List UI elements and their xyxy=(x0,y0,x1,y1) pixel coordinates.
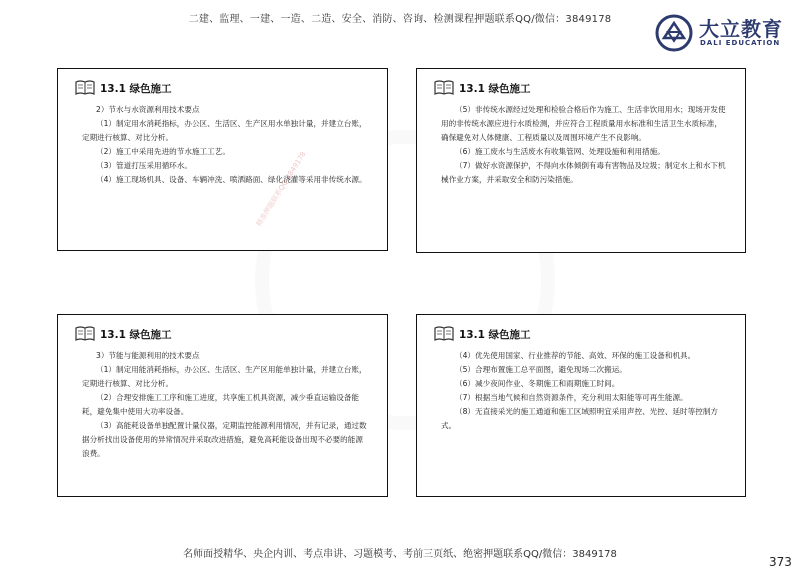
slide-line: （3）高能耗设备单独配置计量仪器，定期监控能源利用情况，并有记录，通过数据分析找出设备使用的异常情况并采取改进措施，避免高耗能设备出现不必要的能源浪费。 xyxy=(82,421,367,458)
watermark-text: 精准押题联系QQ 3849178 xyxy=(254,150,308,228)
slide-energy-saving-2 xyxy=(416,314,746,497)
slide-line: （1）制定用水消耗指标，办公区、生活区、生产区用水单独计量，并建立台账，定期进行核算、对比分析。 xyxy=(82,119,367,142)
slide-water-saving-1 xyxy=(57,68,388,251)
slide-body xyxy=(82,103,369,187)
book-icon xyxy=(433,325,455,343)
footer-services-text: 名师面授精华、央企内训、考点串讲、习题模考、考前三页纸、绝密押题联系QQ/微信：3849178 xyxy=(183,549,617,560)
slide-line: （2）合理安排施工工序和施工进度，共享施工机具资源，减少垂直运输设备能耗，避免集中使用大功率设备。 xyxy=(82,393,360,416)
slide-line: （2）施工中采用先进的节水施工工艺。 xyxy=(96,147,230,156)
slide-line: （3）管道打压采用循环水。 xyxy=(96,161,192,170)
slide-water-saving-2 xyxy=(416,68,746,253)
slide-energy-saving-1 xyxy=(57,314,388,497)
book-icon xyxy=(74,79,96,97)
slide-line: （6）施工废水与生活废水有收集管网、处理设施和利用措施。 xyxy=(455,147,665,156)
slide-line: 3）节能与能源利用的技术要点 xyxy=(96,351,200,360)
dali-logo-icon xyxy=(655,14,693,52)
slide-line: （4）施工现场机具、设备、车辆冲洗、喷洒路面、绿化浇灌等采用非传统水源。 xyxy=(96,175,367,184)
slide-title: 13.1 绿色施工 xyxy=(459,329,531,341)
slide-line: （8）无直接采光的施工通道和施工区域照明宜采用声控、光控、延时等控制方式。 xyxy=(441,407,719,430)
slide-body xyxy=(441,349,727,433)
slide-title: 13.1 绿色施工 xyxy=(100,83,172,95)
slide-body xyxy=(82,349,369,461)
slide-line: （7）根据当地气候和自然资源条件，充分利用太阳能等可再生能源。 xyxy=(455,393,688,402)
slide-line: （5）非传统水源经过处理和检验合格后作为施工、生活非饮用用水；现场开发使用的非传统水源应进行水质检测，并应符合工程质量用水标准和生活卫生水质标准，确保避免对人体健康、工程质量以及周围环境产生不良影响。 xyxy=(441,105,726,142)
slide-line: （4）优先使用国家、行业推荐的节能、高效、环保的施工设备和机具。 xyxy=(455,351,696,360)
slide-line: 2）节水与水资源利用技术要点 xyxy=(96,105,200,114)
slide-body xyxy=(441,103,727,187)
slide-line: （1）制定用能消耗指标，办公区、生活区、生产区用能单独计量，并建立台账，定期进行核算、对比分析。 xyxy=(82,365,367,388)
slide-title: 13.1 绿色施工 xyxy=(100,329,172,341)
page-number: 373 xyxy=(769,555,792,569)
logo-name-en: DALI EDUCATION xyxy=(700,39,781,47)
slide-title: 13.1 绿色施工 xyxy=(459,83,531,95)
slide-line: （6）减少夜间作业、冬期施工和雨期施工时间。 xyxy=(455,379,620,388)
header-courses-text: 二建、监理、一建、一造、二造、安全、消防、咨询、检测课程押题联系QQ/微信：3849178 xyxy=(188,14,612,25)
book-icon xyxy=(74,325,96,343)
dali-logo xyxy=(655,14,785,50)
slide-line: （5）合理布置施工总平面图，避免现场二次搬运。 xyxy=(455,365,627,374)
logo-name-cn: 大立教育 xyxy=(699,17,783,41)
book-icon xyxy=(433,79,455,97)
slide-line: （7）做好水资源保护，不得向水体倾倒有毒有害物品及垃圾；制定水上和水下机械作业方案，并采取安全和防污染措施。 xyxy=(441,161,726,184)
